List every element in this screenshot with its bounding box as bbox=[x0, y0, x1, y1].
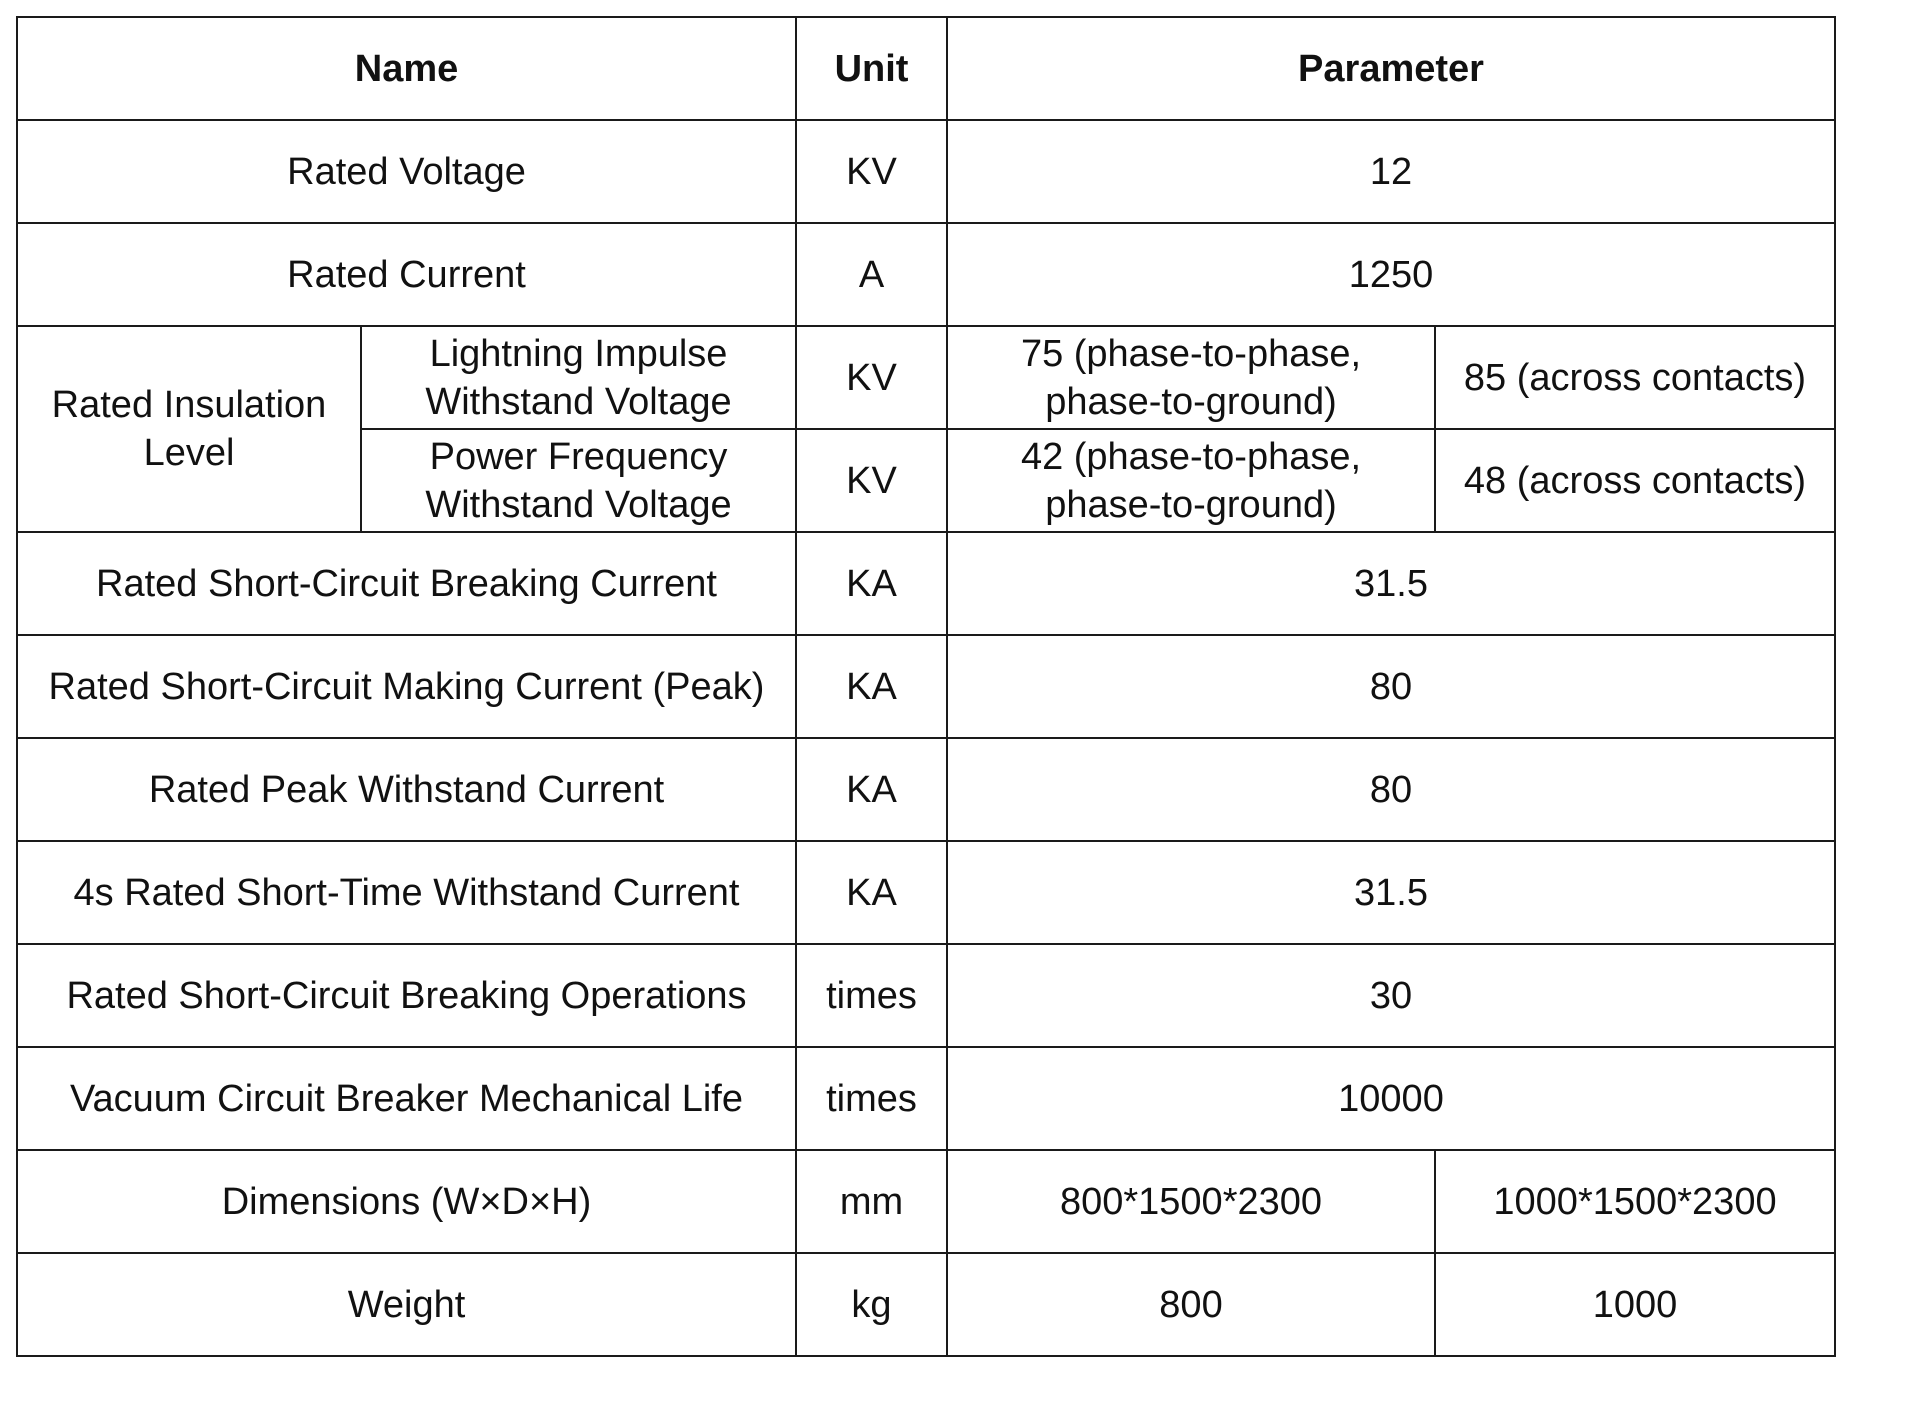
table-row bbox=[17, 1150, 1835, 1253]
table-row bbox=[17, 120, 1835, 223]
row-unit: kg bbox=[796, 1253, 947, 1356]
row-value-b: 1000*1500*2300 bbox=[1435, 1150, 1835, 1253]
row-group-name: Rated Insulation Level bbox=[17, 326, 361, 532]
row-name: Rated Current bbox=[17, 223, 796, 326]
table-row bbox=[17, 223, 1835, 326]
row-value-a: 800*1500*2300 bbox=[947, 1150, 1435, 1253]
row-name: Rated Short-Circuit Breaking Operations bbox=[17, 944, 796, 1047]
row-unit: KA bbox=[796, 635, 947, 738]
row-value-a: 42 (phase-to-phase, phase-to-ground) bbox=[947, 429, 1435, 532]
header-row bbox=[17, 17, 1835, 120]
spec-table bbox=[16, 16, 1836, 1357]
table-row bbox=[17, 635, 1835, 738]
row-value-a: 75 (phase-to-phase, phase-to-ground) bbox=[947, 326, 1435, 429]
table-row bbox=[17, 738, 1835, 841]
row-unit: KV bbox=[796, 429, 947, 532]
row-unit: KA bbox=[796, 841, 947, 944]
row-unit: A bbox=[796, 223, 947, 326]
row-unit: times bbox=[796, 944, 947, 1047]
header-parameter: Parameter bbox=[947, 17, 1835, 120]
header-unit: Unit bbox=[796, 17, 947, 120]
row-unit: KV bbox=[796, 120, 947, 223]
row-name: Rated Short-Circuit Breaking Current bbox=[17, 532, 796, 635]
row-value-b: 48 (across contacts) bbox=[1435, 429, 1835, 532]
table-row bbox=[17, 944, 1835, 1047]
row-value: 12 bbox=[947, 120, 1835, 223]
row-name: Weight bbox=[17, 1253, 796, 1356]
row-name: Rated Short-Circuit Making Current (Peak) bbox=[17, 635, 796, 738]
row-unit: KV bbox=[796, 326, 947, 429]
row-value: 30 bbox=[947, 944, 1835, 1047]
table-row bbox=[17, 1047, 1835, 1150]
row-value: 31.5 bbox=[947, 532, 1835, 635]
table-row bbox=[17, 532, 1835, 635]
row-value: 31.5 bbox=[947, 841, 1835, 944]
row-value: 80 bbox=[947, 635, 1835, 738]
row-unit: KA bbox=[796, 738, 947, 841]
row-value-b: 85 (across contacts) bbox=[1435, 326, 1835, 429]
row-value: 10000 bbox=[947, 1047, 1835, 1150]
row-name: Rated Voltage bbox=[17, 120, 796, 223]
row-name: Dimensions (W×D×H) bbox=[17, 1150, 796, 1253]
row-unit: times bbox=[796, 1047, 947, 1150]
row-subname: Power Frequency Withstand Voltage bbox=[361, 429, 796, 532]
row-unit: KA bbox=[796, 532, 947, 635]
row-value: 1250 bbox=[947, 223, 1835, 326]
row-name: 4s Rated Short-Time Withstand Current bbox=[17, 841, 796, 944]
row-name: Rated Peak Withstand Current bbox=[17, 738, 796, 841]
table-row bbox=[17, 326, 1835, 429]
row-value-b: 1000 bbox=[1435, 1253, 1835, 1356]
table-row bbox=[17, 841, 1835, 944]
table-row bbox=[17, 1253, 1835, 1356]
row-value-a: 800 bbox=[947, 1253, 1435, 1356]
header-name: Name bbox=[17, 17, 796, 120]
row-unit: mm bbox=[796, 1150, 947, 1253]
row-value: 80 bbox=[947, 738, 1835, 841]
row-name: Vacuum Circuit Breaker Mechanical Life bbox=[17, 1047, 796, 1150]
row-subname: Lightning Impulse Withstand Voltage bbox=[361, 326, 796, 429]
